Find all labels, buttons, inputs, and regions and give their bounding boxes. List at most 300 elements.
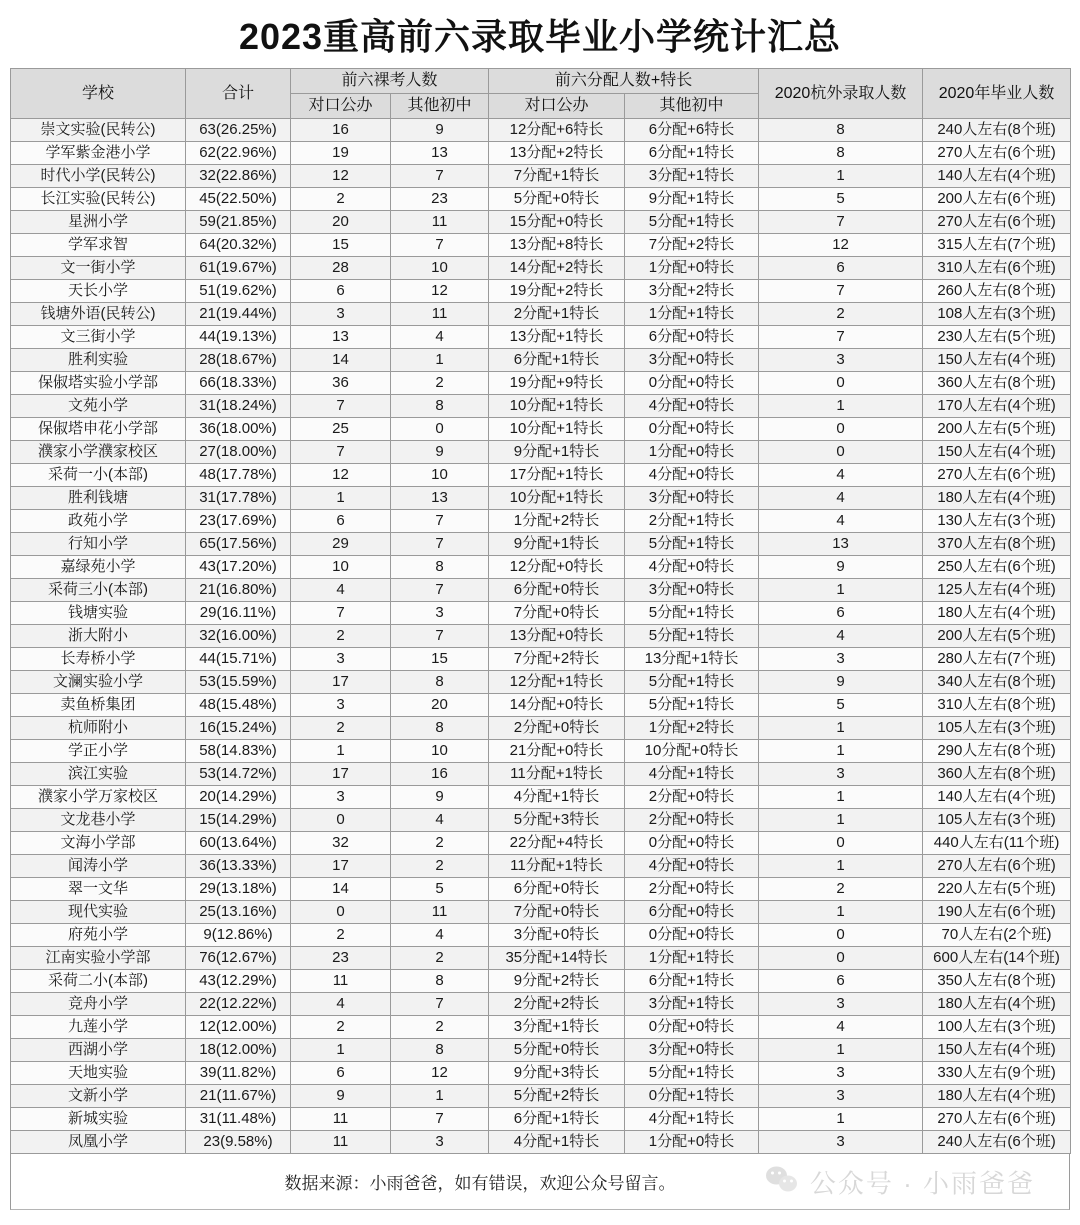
cell-school: 学军紫金港小学: [11, 142, 186, 165]
cell-school: 天长小学: [11, 280, 186, 303]
cell-hangwai: 3: [759, 1085, 923, 1108]
cell-school: 文澜实验小学: [11, 671, 186, 694]
cell-alloc-other: 2分配+1特长: [625, 510, 759, 533]
statistics-table: [10, 68, 1071, 1154]
cell-school: 星洲小学: [11, 211, 186, 234]
cell-total: 36(18.00%): [186, 418, 291, 441]
cell-hangwai: 13: [759, 533, 923, 556]
cell-naked-other: 7: [391, 533, 489, 556]
cell-school: 文苑小学: [11, 395, 186, 418]
cell-alloc-other: 4分配+0特长: [625, 395, 759, 418]
header-group-naked: 前六裸考人数: [291, 69, 489, 94]
cell-hangwai: 6: [759, 602, 923, 625]
cell-alloc-other: 3分配+0特长: [625, 487, 759, 510]
cell-hangwai: 0: [759, 832, 923, 855]
cell-school: 文海小学部: [11, 832, 186, 855]
cell-naked-other: 8: [391, 717, 489, 740]
cell-naked-public: 6: [291, 280, 391, 303]
cell-school: 文三街小学: [11, 326, 186, 349]
cell-alloc-other: 4分配+1特长: [625, 763, 759, 786]
cell-naked-other: 8: [391, 970, 489, 993]
cell-hangwai: 7: [759, 280, 923, 303]
cell-alloc-other: 2分配+0特长: [625, 786, 759, 809]
cell-naked-public: 2: [291, 717, 391, 740]
cell-naked-other: 9: [391, 119, 489, 142]
cell-naked-public: 0: [291, 809, 391, 832]
cell-graduates: 250人左右(6个班): [923, 556, 1071, 579]
cell-naked-other: 11: [391, 211, 489, 234]
cell-total: 22(12.22%): [186, 993, 291, 1016]
cell-hangwai: 3: [759, 648, 923, 671]
cell-alloc-other: 5分配+1特长: [625, 211, 759, 234]
cell-total: 43(17.20%): [186, 556, 291, 579]
cell-naked-public: 3: [291, 303, 391, 326]
cell-alloc-public: 21分配+0特长: [489, 740, 625, 763]
cell-hangwai: 6: [759, 970, 923, 993]
cell-school: 文龙巷小学: [11, 809, 186, 832]
cell-naked-other: 8: [391, 671, 489, 694]
watermark-label: 公众号 · 小雨爸爸: [809, 1168, 1035, 1198]
cell-naked-public: 4: [291, 579, 391, 602]
table-row: [11, 533, 1071, 556]
cell-school: 府苑小学: [11, 924, 186, 947]
cell-naked-other: 7: [391, 234, 489, 257]
cell-naked-other: 8: [391, 395, 489, 418]
table-row: [11, 786, 1071, 809]
cell-naked-public: 28: [291, 257, 391, 280]
cell-naked-other: 0: [391, 418, 489, 441]
cell-school: 政苑小学: [11, 510, 186, 533]
cell-hangwai: 4: [759, 464, 923, 487]
cell-alloc-other: 1分配+1特长: [625, 303, 759, 326]
cell-alloc-public: 7分配+2特长: [489, 648, 625, 671]
cell-naked-other: 4: [391, 809, 489, 832]
table-row: [11, 349, 1071, 372]
table-row: [11, 464, 1071, 487]
cell-total: 21(11.67%): [186, 1085, 291, 1108]
cell-alloc-other: 5分配+1特长: [625, 1062, 759, 1085]
cell-alloc-other: 6分配+6特长: [625, 119, 759, 142]
table-body: [11, 119, 1071, 1154]
cell-naked-other: 12: [391, 1062, 489, 1085]
cell-alloc-public: 13分配+2特长: [489, 142, 625, 165]
cell-school: 濮家小学万家校区: [11, 786, 186, 809]
cell-hangwai: 9: [759, 671, 923, 694]
cell-total: 51(19.62%): [186, 280, 291, 303]
cell-total: 32(16.00%): [186, 625, 291, 648]
header-alloc-public: 对口公办: [489, 94, 625, 119]
cell-naked-other: 10: [391, 740, 489, 763]
cell-naked-public: 7: [291, 395, 391, 418]
cell-alloc-public: 2分配+2特长: [489, 993, 625, 1016]
cell-alloc-public: 3分配+1特长: [489, 1016, 625, 1039]
cell-total: 29(13.18%): [186, 878, 291, 901]
cell-naked-public: 7: [291, 602, 391, 625]
cell-naked-public: 13: [291, 326, 391, 349]
cell-graduates: 270人左右(6个班): [923, 211, 1071, 234]
cell-alloc-other: 3分配+0特长: [625, 349, 759, 372]
cell-alloc-public: 35分配+14特长: [489, 947, 625, 970]
cell-naked-public: 2: [291, 924, 391, 947]
cell-naked-other: 7: [391, 165, 489, 188]
cell-total: 36(13.33%): [186, 855, 291, 878]
cell-alloc-other: 5分配+1特长: [625, 671, 759, 694]
cell-naked-other: 3: [391, 1131, 489, 1154]
cell-alloc-other: 2分配+0特长: [625, 878, 759, 901]
cell-graduates: 340人左右(8个班): [923, 671, 1071, 694]
cell-naked-public: 2: [291, 625, 391, 648]
cell-hangwai: 1: [759, 786, 923, 809]
cell-hangwai: 3: [759, 993, 923, 1016]
cell-total: 48(15.48%): [186, 694, 291, 717]
cell-graduates: 200人左右(5个班): [923, 625, 1071, 648]
cell-alloc-other: 1分配+1特长: [625, 947, 759, 970]
cell-naked-other: 2: [391, 855, 489, 878]
cell-hangwai: 6: [759, 257, 923, 280]
cell-naked-other: 2: [391, 947, 489, 970]
cell-graduates: 370人左右(8个班): [923, 533, 1071, 556]
cell-hangwai: 4: [759, 510, 923, 533]
cell-total: 32(22.86%): [186, 165, 291, 188]
watermark: [766, 1163, 1035, 1200]
cell-naked-public: 36: [291, 372, 391, 395]
cell-total: 65(17.56%): [186, 533, 291, 556]
cell-school: 闻涛小学: [11, 855, 186, 878]
cell-alloc-other: 2分配+0特长: [625, 809, 759, 832]
cell-alloc-public: 10分配+1特长: [489, 487, 625, 510]
cell-alloc-other: 1分配+0特长: [625, 257, 759, 280]
cell-school: 文一街小学: [11, 257, 186, 280]
cell-alloc-public: 17分配+1特长: [489, 464, 625, 487]
cell-hangwai: 3: [759, 1062, 923, 1085]
cell-alloc-public: 5分配+0特长: [489, 1039, 625, 1062]
cell-graduates: 330人左右(9个班): [923, 1062, 1071, 1085]
cell-total: 43(12.29%): [186, 970, 291, 993]
cell-alloc-other: 4分配+0特长: [625, 556, 759, 579]
cell-alloc-other: 0分配+0特长: [625, 372, 759, 395]
cell-alloc-public: 12分配+6特长: [489, 119, 625, 142]
cell-alloc-other: 10分配+0特长: [625, 740, 759, 763]
cell-hangwai: 7: [759, 211, 923, 234]
cell-naked-other: 23: [391, 188, 489, 211]
cell-alloc-other: 6分配+0特长: [625, 901, 759, 924]
cell-total: 28(18.67%): [186, 349, 291, 372]
cell-naked-public: 11: [291, 1131, 391, 1154]
cell-total: 15(14.29%): [186, 809, 291, 832]
cell-alloc-public: 19分配+9特长: [489, 372, 625, 395]
cell-alloc-public: 9分配+3特长: [489, 1062, 625, 1085]
cell-graduates: 100人左右(3个班): [923, 1016, 1071, 1039]
cell-alloc-public: 5分配+3特长: [489, 809, 625, 832]
table-row: [11, 1016, 1071, 1039]
cell-hangwai: 1: [759, 740, 923, 763]
cell-hangwai: 4: [759, 625, 923, 648]
table-row: [11, 1062, 1071, 1085]
cell-naked-public: 1: [291, 740, 391, 763]
cell-naked-public: 3: [291, 786, 391, 809]
cell-naked-other: 7: [391, 1108, 489, 1131]
cell-naked-other: 3: [391, 602, 489, 625]
cell-naked-other: 8: [391, 1039, 489, 1062]
cell-naked-public: 1: [291, 487, 391, 510]
cell-naked-other: 2: [391, 1016, 489, 1039]
cell-naked-public: 20: [291, 211, 391, 234]
cell-hangwai: 5: [759, 694, 923, 717]
table-row: [11, 257, 1071, 280]
table-row: [11, 510, 1071, 533]
page-title: 2023重高前六录取毕业小学统计汇总: [238, 15, 842, 57]
cell-hangwai: 3: [759, 1131, 923, 1154]
cell-graduates: 150人左右(4个班): [923, 349, 1071, 372]
cell-naked-public: 11: [291, 970, 391, 993]
cell-graduates: 220人左右(5个班): [923, 878, 1071, 901]
cell-hangwai: 8: [759, 142, 923, 165]
cell-school: 九莲小学: [11, 1016, 186, 1039]
cell-school: 竞舟小学: [11, 993, 186, 1016]
cell-total: 44(15.71%): [186, 648, 291, 671]
cell-alloc-other: 3分配+0特长: [625, 579, 759, 602]
cell-total: 53(15.59%): [186, 671, 291, 694]
cell-alloc-other: 0分配+0特长: [625, 418, 759, 441]
cell-naked-public: 6: [291, 510, 391, 533]
cell-graduates: 170人左右(4个班): [923, 395, 1071, 418]
cell-alloc-other: 0分配+0特长: [625, 1016, 759, 1039]
cell-hangwai: 1: [759, 579, 923, 602]
cell-naked-public: 2: [291, 1016, 391, 1039]
table-row: [11, 372, 1071, 395]
cell-alloc-public: 5分配+0特长: [489, 188, 625, 211]
cell-alloc-other: 7分配+2特长: [625, 234, 759, 257]
cell-naked-public: 12: [291, 464, 391, 487]
header-hangwai: 2020杭外录取人数: [759, 69, 923, 119]
header-row-top: [11, 69, 1071, 94]
cell-school: 保俶塔实验小学部: [11, 372, 186, 395]
cell-school: 现代实验: [11, 901, 186, 924]
cell-hangwai: 1: [759, 855, 923, 878]
cell-naked-public: 1: [291, 1039, 391, 1062]
table-header: [11, 69, 1071, 119]
cell-total: 16(15.24%): [186, 717, 291, 740]
table-row: [11, 671, 1071, 694]
cell-alloc-public: 14分配+0特长: [489, 694, 625, 717]
table-row: [11, 602, 1071, 625]
cell-alloc-public: 22分配+4特长: [489, 832, 625, 855]
cell-alloc-public: 9分配+1特长: [489, 533, 625, 556]
table-row: [11, 1039, 1071, 1062]
table-row: [11, 234, 1071, 257]
cell-alloc-public: 3分配+0特长: [489, 924, 625, 947]
table-row: [11, 625, 1071, 648]
cell-naked-other: 8: [391, 556, 489, 579]
cell-naked-public: 32: [291, 832, 391, 855]
cell-hangwai: 1: [759, 1108, 923, 1131]
cell-total: 44(19.13%): [186, 326, 291, 349]
cell-naked-public: 11: [291, 1108, 391, 1131]
cell-graduates: 180人左右(4个班): [923, 487, 1071, 510]
cell-alloc-public: 6分配+0特长: [489, 878, 625, 901]
cell-hangwai: 1: [759, 395, 923, 418]
cell-hangwai: 2: [759, 878, 923, 901]
cell-naked-public: 25: [291, 418, 391, 441]
cell-alloc-public: 1分配+2特长: [489, 510, 625, 533]
cell-naked-public: 14: [291, 349, 391, 372]
cell-naked-public: 2: [291, 188, 391, 211]
cell-total: 9(12.86%): [186, 924, 291, 947]
cell-hangwai: 0: [759, 441, 923, 464]
cell-graduates: 150人左右(4个班): [923, 1039, 1071, 1062]
cell-school: 钱塘外语(民转公): [11, 303, 186, 326]
table-row: [11, 809, 1071, 832]
cell-graduates: 125人左右(4个班): [923, 579, 1071, 602]
cell-alloc-public: 6分配+1特长: [489, 349, 625, 372]
cell-naked-public: 12: [291, 165, 391, 188]
cell-total: 63(26.25%): [186, 119, 291, 142]
table-row: [11, 188, 1071, 211]
cell-naked-other: 11: [391, 901, 489, 924]
cell-naked-public: 16: [291, 119, 391, 142]
cell-alloc-other: 3分配+1特长: [625, 993, 759, 1016]
cell-total: 25(13.16%): [186, 901, 291, 924]
cell-alloc-other: 4分配+0特长: [625, 464, 759, 487]
cell-naked-public: 9: [291, 1085, 391, 1108]
cell-graduates: 600人左右(14个班): [923, 947, 1071, 970]
table-row: [11, 740, 1071, 763]
cell-graduates: 70人左右(2个班): [923, 924, 1071, 947]
cell-naked-other: 20: [391, 694, 489, 717]
cell-graduates: 180人左右(4个班): [923, 993, 1071, 1016]
cell-naked-other: 13: [391, 487, 489, 510]
cell-school: 保俶塔申花小学部: [11, 418, 186, 441]
cell-school: 濮家小学濮家校区: [11, 441, 186, 464]
cell-graduates: 310人左右(6个班): [923, 257, 1071, 280]
cell-graduates: 270人左右(6个班): [923, 464, 1071, 487]
cell-graduates: 108人左右(3个班): [923, 303, 1071, 326]
cell-alloc-other: 6分配+1特长: [625, 970, 759, 993]
cell-school: 采荷三小(本部): [11, 579, 186, 602]
cell-naked-other: 11: [391, 303, 489, 326]
cell-alloc-public: 13分配+0特长: [489, 625, 625, 648]
table-row: [11, 1131, 1071, 1154]
cell-school: 江南实验小学部: [11, 947, 186, 970]
cell-alloc-public: 15分配+0特长: [489, 211, 625, 234]
header-group-alloc: 前六分配人数+特长: [489, 69, 759, 94]
cell-school: 行知小学: [11, 533, 186, 556]
cell-school: 学军求智: [11, 234, 186, 257]
header-naked-other: 其他初中: [391, 94, 489, 119]
cell-naked-other: 1: [391, 1085, 489, 1108]
cell-graduates: 230人左右(5个班): [923, 326, 1071, 349]
table-row: [11, 418, 1071, 441]
cell-alloc-other: 1分配+0特长: [625, 441, 759, 464]
cell-naked-public: 10: [291, 556, 391, 579]
cell-graduates: 270人左右(6个班): [923, 1108, 1071, 1131]
cell-school: 胜利钱塘: [11, 487, 186, 510]
cell-graduates: 360人左右(8个班): [923, 763, 1071, 786]
cell-naked-public: 17: [291, 763, 391, 786]
table-row: [11, 855, 1071, 878]
cell-school: 西湖小学: [11, 1039, 186, 1062]
cell-school: 学正小学: [11, 740, 186, 763]
cell-naked-public: 3: [291, 648, 391, 671]
cell-naked-public: 7: [291, 441, 391, 464]
cell-hangwai: 1: [759, 717, 923, 740]
cell-alloc-public: 6分配+1特长: [489, 1108, 625, 1131]
cell-total: 23(17.69%): [186, 510, 291, 533]
cell-naked-other: 9: [391, 786, 489, 809]
cell-alloc-public: 6分配+0特长: [489, 579, 625, 602]
cell-alloc-public: 10分配+1特长: [489, 395, 625, 418]
cell-alloc-other: 5分配+1特长: [625, 625, 759, 648]
cell-hangwai: 4: [759, 1016, 923, 1039]
cell-total: 76(12.67%): [186, 947, 291, 970]
wechat-icon: [766, 1167, 800, 1197]
cell-total: 39(11.82%): [186, 1062, 291, 1085]
cell-naked-other: 15: [391, 648, 489, 671]
table-row: [11, 924, 1071, 947]
cell-hangwai: 1: [759, 809, 923, 832]
cell-total: 59(21.85%): [186, 211, 291, 234]
cell-alloc-public: 4分配+1特长: [489, 1131, 625, 1154]
cell-alloc-other: 4分配+0特长: [625, 855, 759, 878]
cell-naked-other: 7: [391, 510, 489, 533]
data-source-note: 数据来源：小雨爸爸，如有错误，欢迎公众号留言。: [284, 1174, 676, 1193]
table-row: [11, 694, 1071, 717]
table-row: [11, 878, 1071, 901]
cell-graduates: 290人左右(8个班): [923, 740, 1071, 763]
cell-alloc-public: 12分配+1特长: [489, 671, 625, 694]
cell-hangwai: 1: [759, 1039, 923, 1062]
cell-school: 浙大附小: [11, 625, 186, 648]
cell-graduates: 200人左右(5个班): [923, 418, 1071, 441]
cell-total: 29(16.11%): [186, 602, 291, 625]
cell-naked-other: 12: [391, 280, 489, 303]
cell-graduates: 280人左右(7个班): [923, 648, 1071, 671]
cell-alloc-public: 9分配+1特长: [489, 441, 625, 464]
cell-alloc-other: 6分配+1特长: [625, 142, 759, 165]
cell-alloc-public: 12分配+0特长: [489, 556, 625, 579]
cell-school: 采荷一小(本部): [11, 464, 186, 487]
cell-total: 60(13.64%): [186, 832, 291, 855]
cell-total: 21(19.44%): [186, 303, 291, 326]
cell-school: 杭师附小: [11, 717, 186, 740]
header-total: 合计: [186, 69, 291, 119]
cell-hangwai: 4: [759, 487, 923, 510]
table-row: [11, 142, 1071, 165]
cell-hangwai: 5: [759, 188, 923, 211]
cell-graduates: 440人左右(11个班): [923, 832, 1071, 855]
cell-hangwai: 0: [759, 924, 923, 947]
table-row: [11, 763, 1071, 786]
cell-naked-public: 19: [291, 142, 391, 165]
table-row: [11, 1108, 1071, 1131]
cell-graduates: 350人左右(8个班): [923, 970, 1071, 993]
cell-naked-public: 15: [291, 234, 391, 257]
cell-hangwai: 0: [759, 372, 923, 395]
table-container: [0, 68, 1080, 1154]
cell-school: 滨江实验: [11, 763, 186, 786]
cell-hangwai: 9: [759, 556, 923, 579]
cell-hangwai: 0: [759, 947, 923, 970]
cell-naked-other: 2: [391, 832, 489, 855]
cell-alloc-public: 2分配+0特长: [489, 717, 625, 740]
table-row: [11, 487, 1071, 510]
cell-naked-public: 4: [291, 993, 391, 1016]
cell-total: 64(20.32%): [186, 234, 291, 257]
cell-alloc-other: 9分配+1特长: [625, 188, 759, 211]
cell-alloc-other: 3分配+0特长: [625, 1039, 759, 1062]
cell-school: 嘉绿苑小学: [11, 556, 186, 579]
cell-alloc-other: 1分配+0特长: [625, 1131, 759, 1154]
